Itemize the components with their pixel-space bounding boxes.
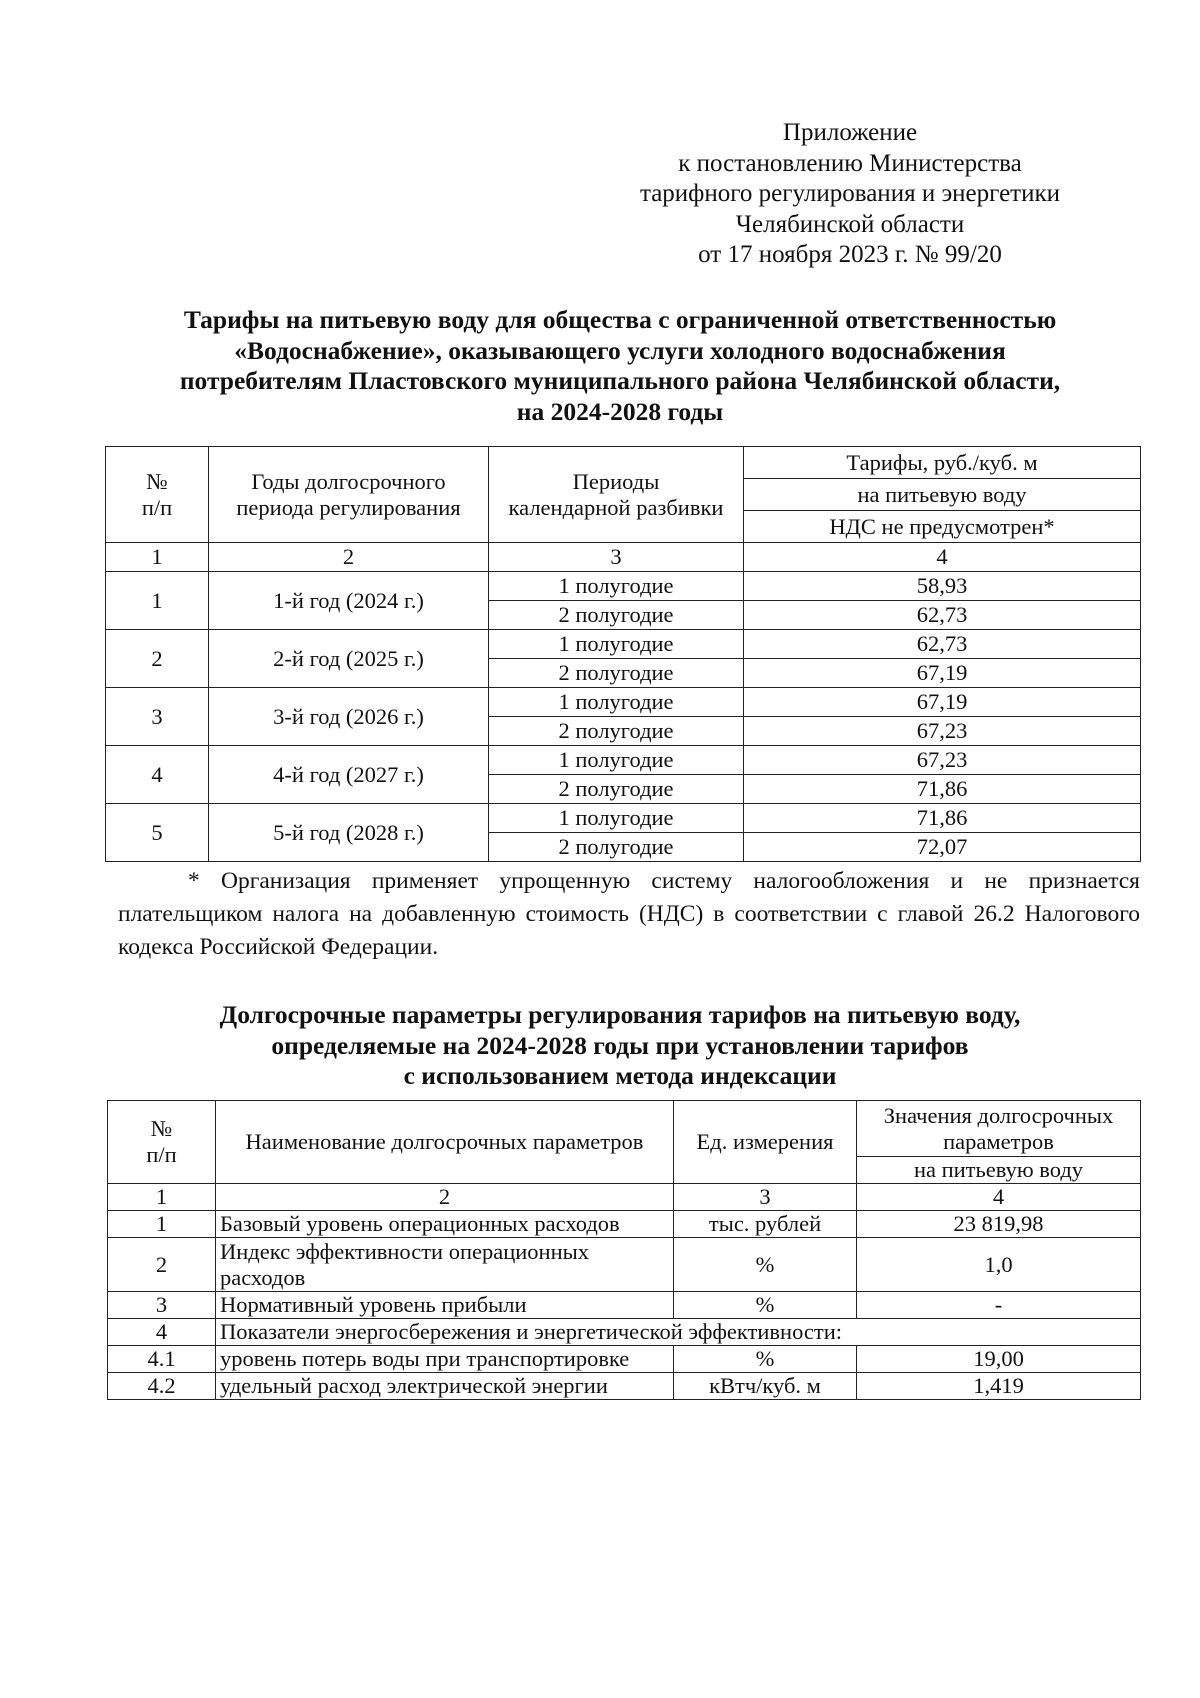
row-year: 2-й год (2025 г.) bbox=[209, 630, 489, 688]
col-number: 3 bbox=[489, 543, 744, 572]
row-value: 23 819,98 bbox=[857, 1211, 1141, 1238]
col-number: 1 bbox=[108, 1184, 216, 1211]
row-value: 67,19 bbox=[744, 688, 1141, 717]
title-line: Тарифы на питьевую воду для общества с ограниченной ответственностью bbox=[183, 305, 1057, 334]
row-value: 19,00 bbox=[857, 1346, 1141, 1373]
parameters-table bbox=[107, 1100, 1141, 1400]
title-line: определяемые на 2024-2028 годы при установлении тарифов bbox=[271, 1030, 969, 1060]
row-unit: % bbox=[674, 1238, 857, 1292]
col-number: 4 bbox=[857, 1184, 1141, 1211]
header-tariffs: Тарифы, руб./куб. м bbox=[744, 447, 1141, 479]
row-value: 1,419 bbox=[857, 1373, 1141, 1400]
row-unit: % bbox=[674, 1346, 857, 1373]
row-name: Индекс эффективности операционных расходов bbox=[216, 1238, 674, 1292]
appendix-line: Челябинской области bbox=[735, 210, 965, 238]
header-unit: Ед. измерения bbox=[674, 1101, 857, 1184]
row-period: 2 полугодие bbox=[489, 717, 744, 746]
footnote-text: * Организация применяет упрощенную систему налогообложения и не признается плательщиком налога на добавленную стоимость (НДС) в соответствии с главой 26.2 Налогового кодекса Российской Федерации. bbox=[118, 868, 1140, 960]
row-unit: кВтч/куб. м bbox=[674, 1373, 857, 1400]
row-num: 1 bbox=[108, 1211, 216, 1238]
row-period: 2 полугодие bbox=[489, 659, 744, 688]
row-value: 58,93 bbox=[744, 572, 1141, 601]
table-row bbox=[108, 1319, 1141, 1346]
row-num: 4.2 bbox=[108, 1373, 216, 1400]
row-name: удельный расход электрической энергии bbox=[216, 1373, 674, 1400]
title-line: с использованием метода индексации bbox=[403, 1061, 837, 1090]
vat-footnote bbox=[118, 865, 1140, 964]
row-value: 62,73 bbox=[744, 630, 1141, 659]
header-vat: НДС не предусмотрен* bbox=[744, 511, 1141, 543]
row-period: 2 полугодие bbox=[489, 601, 744, 630]
table-row bbox=[108, 1373, 1141, 1400]
row-value: 1,0 bbox=[857, 1238, 1141, 1292]
row-period: 2 полугодие bbox=[489, 775, 744, 804]
row-num: 2 bbox=[108, 1238, 216, 1292]
header-num: № п/п bbox=[106, 447, 209, 543]
row-num: 4 bbox=[106, 746, 209, 804]
row-value: 71,86 bbox=[744, 775, 1141, 804]
title-line: «Водоснабжение», оказывающего услуги холодного водоснабжения bbox=[234, 335, 1006, 365]
row-period: 1 полугодие bbox=[489, 630, 744, 659]
row-name: Показатели энергосбережения и энергетической эффективности: bbox=[216, 1319, 1141, 1346]
row-value: 67,19 bbox=[744, 659, 1141, 688]
row-name: Нормативный уровень прибыли bbox=[216, 1292, 674, 1319]
row-value: 67,23 bbox=[744, 746, 1141, 775]
row-value: - bbox=[857, 1292, 1141, 1319]
row-year: 4-й год (2027 г.) bbox=[209, 746, 489, 804]
parameters-table-title bbox=[100, 1000, 1140, 1092]
row-period: 1 полугодие bbox=[489, 572, 744, 601]
table-row bbox=[106, 804, 1141, 833]
header-values: Значения долгосрочных параметров bbox=[857, 1101, 1141, 1157]
row-year: 5-й год (2028 г.) bbox=[209, 804, 489, 862]
header-periods: Периоды календарной разбивки bbox=[489, 447, 744, 543]
header-drinking-water: на питьевую воду bbox=[857, 1157, 1141, 1184]
title-line: Долгосрочные параметры регулирования тарифов на питьевую воду, bbox=[219, 1000, 1021, 1029]
row-year: 3-й год (2026 г.) bbox=[209, 688, 489, 746]
appendix-line: тарифного регулирования и энергетики bbox=[639, 180, 1061, 207]
row-period: 1 полугодие bbox=[489, 746, 744, 775]
table-row bbox=[108, 1292, 1141, 1319]
appendix-line: к постановлению Министерства bbox=[678, 149, 1022, 177]
row-num: 1 bbox=[106, 572, 209, 630]
row-value: 62,73 bbox=[744, 601, 1141, 630]
row-name: Базовый уровень операционных расходов bbox=[216, 1211, 674, 1238]
row-num: 3 bbox=[106, 688, 209, 746]
appendix-header bbox=[580, 118, 1120, 271]
row-value: 72,07 bbox=[744, 833, 1141, 862]
row-num: 4 bbox=[108, 1319, 216, 1346]
col-number: 3 bbox=[674, 1184, 857, 1211]
row-value: 67,23 bbox=[744, 717, 1141, 746]
row-year: 1-й год (2024 г.) bbox=[209, 572, 489, 630]
table-row bbox=[106, 630, 1141, 659]
header-name: Наименование долгосрочных параметров bbox=[216, 1101, 674, 1184]
row-value: 71,86 bbox=[744, 804, 1141, 833]
row-period: 1 полугодие bbox=[489, 688, 744, 717]
title-line: потребителям Пластовского муниципального района Челябинской области, bbox=[179, 366, 1061, 395]
table-row bbox=[108, 1346, 1141, 1373]
tariff-table-title bbox=[100, 305, 1140, 427]
col-number: 4 bbox=[744, 543, 1141, 572]
header-drinking-water: на питьевую воду bbox=[744, 479, 1141, 511]
col-number: 1 bbox=[106, 543, 209, 572]
row-num: 4.1 bbox=[108, 1346, 216, 1373]
row-num: 2 bbox=[106, 630, 209, 688]
table-row bbox=[108, 1211, 1141, 1238]
table-row bbox=[106, 572, 1141, 601]
title-line: на 2024-2028 годы bbox=[516, 396, 724, 426]
col-number: 2 bbox=[216, 1184, 674, 1211]
col-number: 2 bbox=[209, 543, 489, 572]
row-unit: тыс. рублей bbox=[674, 1211, 857, 1238]
row-period: 1 полугодие bbox=[489, 804, 744, 833]
appendix-line: Приложение bbox=[782, 119, 918, 146]
row-name: уровень потерь воды при транспортировке bbox=[216, 1346, 674, 1373]
row-num: 5 bbox=[106, 804, 209, 862]
table-row bbox=[108, 1238, 1141, 1292]
header-num: № п/п bbox=[108, 1101, 216, 1184]
row-num: 3 bbox=[108, 1292, 216, 1319]
table-row bbox=[106, 746, 1141, 775]
tariff-table bbox=[105, 446, 1141, 862]
row-period: 2 полугодие bbox=[489, 833, 744, 862]
table-row bbox=[106, 688, 1141, 717]
row-unit: % bbox=[674, 1292, 857, 1319]
appendix-line: от 17 ноября 2023 г. № 99/20 bbox=[698, 241, 1002, 268]
header-years: Годы долгосрочного периода регулирования bbox=[209, 447, 489, 543]
